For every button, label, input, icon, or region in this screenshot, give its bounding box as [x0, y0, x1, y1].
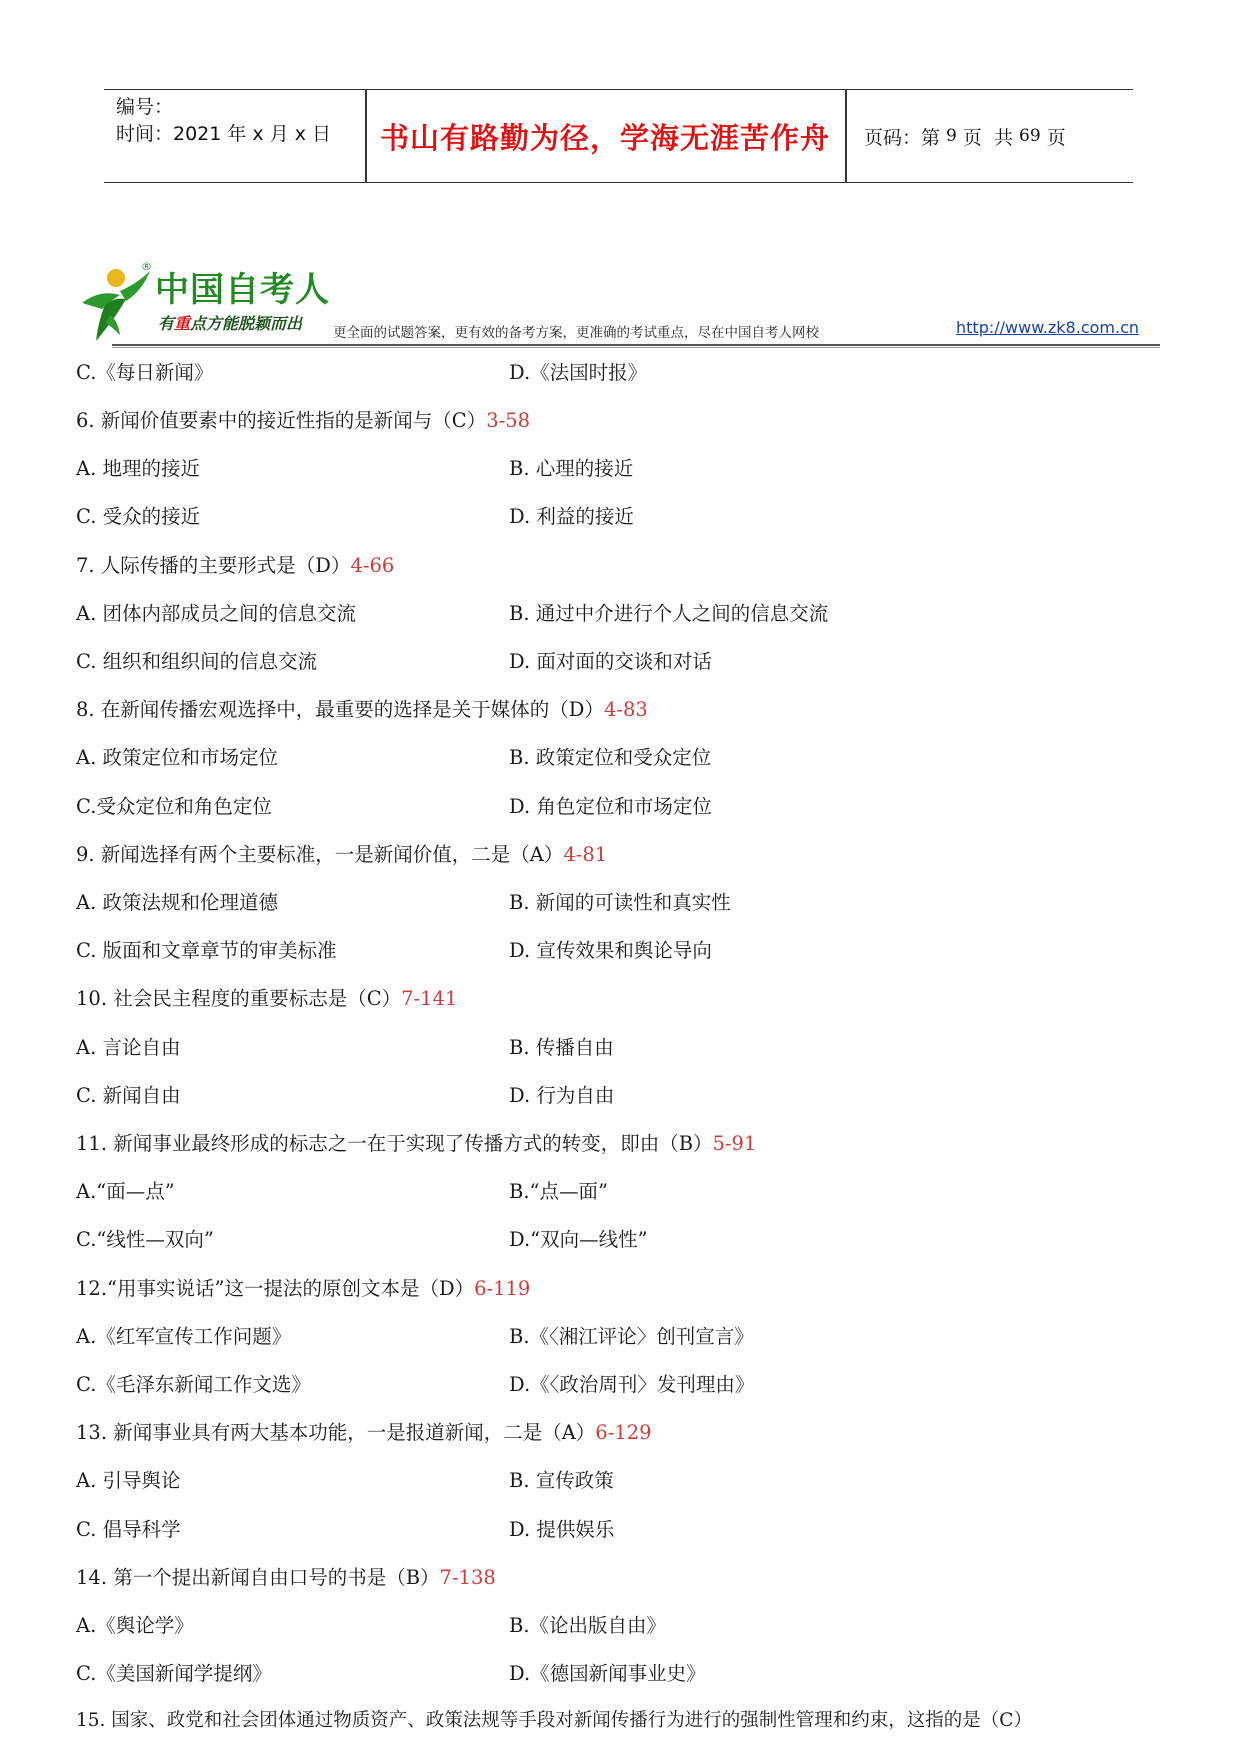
page-counter	[864, 90, 1066, 182]
line-text: B.“点—面”	[509, 1180, 608, 1203]
line-text: B. 政策定位和受众定位	[509, 746, 712, 769]
option-line	[76, 1514, 181, 1542]
option-line	[76, 1321, 291, 1349]
page-prefix: 页码：第	[864, 126, 947, 149]
option-line	[509, 791, 712, 819]
line-text: D. 面对面的交谈和对话	[509, 650, 712, 673]
line-text: 15. 国家、政党和社会团体通过物质资产、政策法规等手段对新闻传播行为进行的强制性管理和约束，这指的是（C）	[76, 1710, 1032, 1731]
option-line	[509, 1321, 754, 1349]
header-meta	[116, 94, 331, 148]
option-line	[509, 935, 712, 963]
page-ref: 4-81	[563, 843, 608, 866]
slogan-red: 重	[174, 314, 191, 333]
line-text: D. 角色定位和市场定位	[509, 795, 712, 818]
page-suffix: 页	[1040, 126, 1066, 149]
line-text: C.“线性—双向”	[76, 1228, 214, 1251]
line-text: B. 心理的接近	[509, 457, 634, 480]
line-text: B. 新闻的可读性和真实性	[509, 891, 731, 914]
line-text: 8. 在新闻传播宏观选择中，最重要的选择是关于媒体的（D）	[76, 698, 604, 721]
option-line	[509, 1658, 706, 1686]
line-text: A.《红军宣传工作问题》	[76, 1325, 292, 1348]
line-text: A. 言论自由	[76, 1036, 181, 1059]
page-header	[104, 89, 1133, 183]
option-line	[76, 357, 213, 385]
option-line	[76, 1032, 180, 1060]
option-line	[509, 1080, 614, 1108]
line-text: 10. 社会民主程度的重要标志是（C）	[76, 987, 402, 1010]
header-motto: 书山有路勤为径，学海无涯苦作舟	[379, 120, 830, 155]
question-line	[76, 839, 607, 867]
slogan-pre: 有	[158, 314, 175, 333]
option-line	[509, 1369, 754, 1397]
line-text: 11. 新闻事业最终形成的标志之一在于实现了传播方式的转变，即由（B）	[76, 1132, 713, 1155]
line-text: C. 倡导科学	[76, 1518, 181, 1541]
line-text: B.《〈湘江评论〉创刊宣言》	[509, 1325, 754, 1348]
line-text: C.受众定位和角色定位	[76, 795, 272, 818]
page-ref: 6-129	[595, 1421, 652, 1444]
line-text: D. 宣传效果和舆论导向	[509, 939, 712, 962]
page-middle: 页 共	[956, 126, 1020, 149]
question-line	[76, 1562, 496, 1590]
line-text: 9. 新闻选择有两个主要标准，一是新闻价值，二是（A）	[76, 843, 564, 866]
option-line	[509, 598, 828, 626]
serial-label: 编号：	[116, 96, 174, 118]
line-text: 13. 新闻事业具有两大基本功能，一是报道新闻，二是（A）	[76, 1421, 596, 1444]
line-text: A. 引导舆论	[76, 1469, 181, 1492]
option-line	[76, 1176, 175, 1204]
line-text: B. 通过中介进行个人之间的信息交流	[509, 602, 829, 625]
question-line	[76, 1128, 756, 1156]
runner-logo-icon	[76, 265, 154, 343]
line-text: A.《舆论学》	[76, 1614, 194, 1637]
header-divider	[845, 90, 847, 182]
question-line	[76, 1706, 1032, 1732]
option-line	[76, 935, 337, 963]
line-text: A. 团体内部成员之间的信息交流	[76, 602, 356, 625]
option-line	[509, 887, 731, 915]
line-text: D. 提供娱乐	[509, 1518, 615, 1541]
option-line	[509, 1610, 666, 1638]
option-line	[76, 887, 278, 915]
line-text: 7. 人际传播的主要形式是（D）	[76, 554, 351, 577]
option-line	[76, 646, 317, 674]
page-total: 69	[1019, 126, 1041, 146]
option-line	[509, 1224, 648, 1252]
line-text: B. 传播自由	[509, 1036, 614, 1059]
option-line	[509, 646, 712, 674]
option-line	[76, 453, 200, 481]
line-text: A.“面—点”	[76, 1180, 175, 1203]
option-line	[509, 1176, 608, 1204]
line-text: C.《每日新闻》	[76, 361, 214, 384]
line-text: 12.“用事实说话”这一提法的原创文本是（D）	[76, 1277, 475, 1300]
slogan-post: 点方能脱颖而出	[190, 314, 303, 333]
question-line	[76, 1417, 652, 1445]
page-ref: 7-141	[401, 987, 458, 1010]
line-text: C. 受众的接近	[76, 505, 201, 528]
line-text: C. 新闻自由	[76, 1084, 181, 1107]
banner-rule	[112, 347, 1160, 348]
line-text: B. 宣传政策	[509, 1469, 614, 1492]
option-line	[76, 1080, 181, 1108]
page-ref: 7-138	[439, 1566, 496, 1589]
page-current: 9	[946, 126, 957, 146]
option-line	[76, 1610, 194, 1638]
website-link[interactable]: http://www.zk8.com.cn	[956, 318, 1140, 337]
option-line	[509, 1465, 614, 1493]
question-line	[76, 550, 394, 578]
line-text: D. 行为自由	[509, 1084, 615, 1107]
question-line	[76, 405, 530, 433]
option-line	[76, 598, 356, 626]
question-line	[76, 694, 648, 722]
line-text: A. 政策定位和市场定位	[76, 746, 278, 769]
banner-tagline: 更全面的试题答案，更有效的备考方案，更准确的考试重点，尽在中国自考人网校	[333, 325, 819, 341]
option-line	[76, 1465, 180, 1493]
line-text: A. 地理的接近	[76, 457, 200, 480]
registered-mark: ®	[141, 260, 152, 273]
option-line	[76, 1224, 214, 1252]
line-text: D.《法国时报》	[509, 361, 648, 384]
line-text: D. 利益的接近	[509, 505, 634, 528]
page-ref: 3-58	[486, 409, 531, 432]
option-line	[509, 501, 634, 529]
option-line	[509, 1514, 614, 1542]
option-line	[509, 1032, 614, 1060]
line-text: A. 政策法规和伦理道德	[76, 891, 278, 914]
line-text: C. 组织和组织间的信息交流	[76, 650, 318, 673]
line-text: C.《毛泽东新闻工作文选》	[76, 1373, 311, 1396]
logo-title: 中国自考人	[155, 270, 330, 310]
option-line	[76, 1369, 311, 1397]
option-line	[76, 501, 200, 529]
line-text: C. 版面和文章章节的审美标准	[76, 939, 337, 962]
question-line	[76, 1273, 530, 1301]
option-line	[76, 791, 272, 819]
page-ref: 5-91	[712, 1132, 757, 1155]
page-ref: 6-119	[474, 1277, 531, 1300]
time-label: 时间：2021 年 x 月 x 日	[116, 123, 332, 145]
logo-slogan	[158, 311, 302, 334]
line-text: B.《论出版自由》	[509, 1614, 667, 1637]
page-ref: 4-83	[603, 698, 648, 721]
page-ref: 4-66	[350, 554, 395, 577]
option-line	[509, 742, 711, 770]
option-line	[76, 1658, 272, 1686]
line-text: 6. 新闻价值要素中的接近性指的是新闻与（C）	[76, 409, 487, 432]
line-text: D.“双向—线性”	[509, 1228, 648, 1251]
option-line	[509, 453, 633, 481]
question-line	[76, 983, 457, 1011]
line-text: D.《德国新闻事业史》	[509, 1662, 706, 1685]
banner-rule	[112, 344, 1160, 346]
line-text: C.《美国新闻学提纲》	[76, 1662, 272, 1685]
option-line	[509, 357, 647, 385]
option-line	[76, 742, 278, 770]
line-text: 14. 第一个提出新闻自由口号的书是（B）	[76, 1566, 440, 1589]
line-text: D.《〈政治周刊〉发刊理由》	[509, 1373, 755, 1396]
